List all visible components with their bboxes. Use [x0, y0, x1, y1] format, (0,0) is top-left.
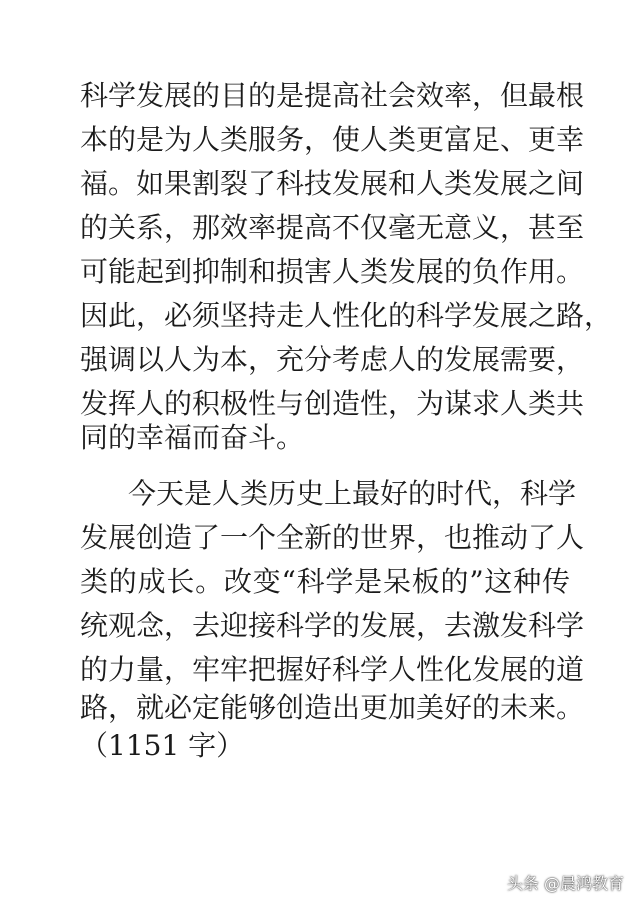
- watermark: 头条 @晨鸿教育: [506, 874, 624, 893]
- paragraph-1-line-8: 发挥人的积极性与创造性，为谋求人类共: [80, 387, 585, 420]
- paragraph-1-line-5: 可能起到抑制和损害人类发展的负作用。: [80, 255, 585, 288]
- paragraph-1-line-6: 因此，必须坚持走人性化的科学发展之路，: [80, 299, 613, 332]
- paragraph-1-line-4: 的关系，那效率提高不仅毫无意义，甚至: [80, 211, 585, 244]
- word-count: （1151 字）: [80, 729, 245, 762]
- paragraph-1-line-1: 科学发展的目的是提高社会效率，但最根: [80, 79, 585, 112]
- paragraph-1-line-9: 同的幸福而奋斗。: [80, 421, 305, 454]
- paragraph-2-line-4: 统观念，去迎接科学的发展，去激发科学: [80, 609, 585, 642]
- paragraph-2-line-1: 今天是人类历史上最好的时代，科学: [128, 477, 577, 510]
- paragraph-2-line-5: 的力量，牢牢把握好科学人性化发展的道: [80, 653, 585, 686]
- paragraph-2-line-6: 路，就必定能够创造出更加美好的未来。: [80, 691, 585, 724]
- paragraph-1-line-2: 本的是为人类服务，使人类更富足、更幸: [80, 123, 585, 156]
- paragraph-2-line-2: 发展创造了一个全新的世界，也推动了人: [80, 521, 585, 554]
- paragraph-1-line-3: 福。如果割裂了科技发展和人类发展之间: [80, 167, 585, 200]
- paragraph-2-line-3: 类的成长。改变“科学是呆板的”这种传: [80, 565, 570, 598]
- paragraph-1-line-7: 强调以人为本，充分考虑人的发展需要，: [80, 343, 585, 376]
